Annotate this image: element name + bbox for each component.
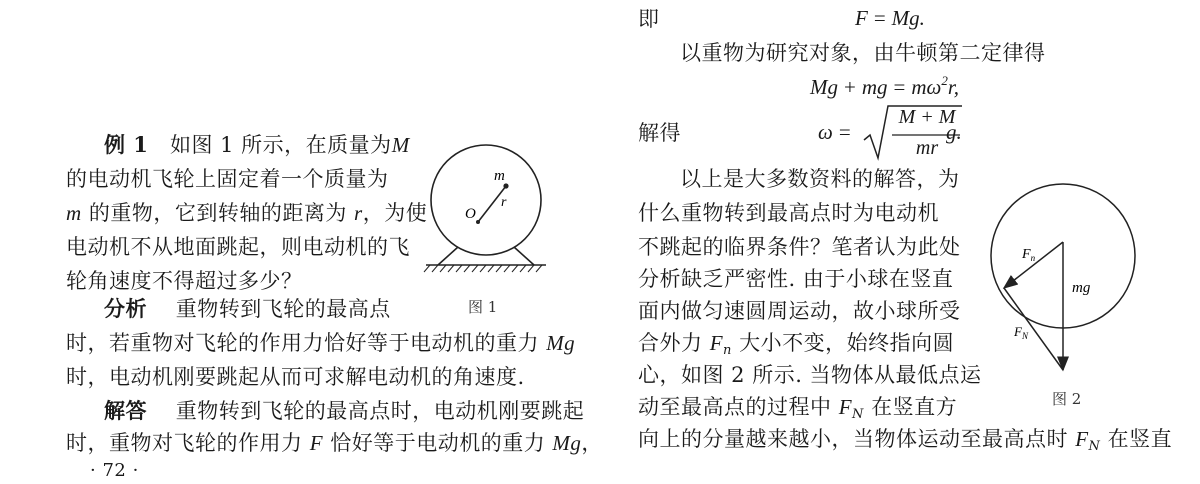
ground-hatching [424,265,542,272]
axis-point [476,220,480,224]
label-FN: $F_N$ [1014,324,1028,341]
analysis-label: 分析 [104,296,147,321]
example-1-line-5: 轮角速度不得超过多少？ [66,269,303,293]
analysis-line-2: 时，若重物对飞轮的作用力恰好等于电动机的重力 Mg [66,331,576,355]
right-para-line-9: 向上的分量越来越小，当物体运动至最高点时 $F_N$ 在竖直 [638,427,1173,454]
answer-label: 解答 [104,398,147,423]
figure-1-flywheel [420,140,600,290]
label-m: m [494,168,505,184]
equation-2: Mg + mg = $m\omega^2r$, [810,73,959,99]
page-number: · 72 · [90,460,139,481]
figure-2-caption: 图 2 [1052,390,1082,408]
fraction-numerator: M + M [898,106,956,128]
right-para-line-5: 面内做匀速圆周运动，故小球所受 [638,299,961,323]
stand-right [514,247,534,265]
example-1-line-3: m 的重物，它到转轴的距离为 r，为使 [66,201,428,225]
example-label: 例 1 [104,132,149,157]
jiede-word: 解得 [638,121,681,145]
right-para-line-1: 以上是大多数资料的解答，为 [680,167,960,191]
label-O: O [465,206,476,222]
force-FN-line [1004,288,1063,370]
stand-left [438,247,458,265]
answer-line-1: 解答 重物转到飞轮的最高点时，电动机刚要跳起 [104,398,585,423]
figure-2-force-diagram [990,180,1190,380]
answer-line-2: 时，重物对飞轮的作用力 F 恰好等于电动机的重力 Mg， [66,431,603,455]
right-line-newton: 以重物为研究对象，由牛顿第二定律得 [680,41,1046,65]
flywheel-circle [431,145,541,255]
equation-3-tail: g. [946,120,962,144]
ji-word: 即 [638,7,660,31]
right-para-line-3: 不跳起的临界条件？笔者认为此处 [638,235,961,259]
analysis-line-3: 时，电动机刚要跳起从而可求解电动机的角速度. [66,365,525,389]
right-para-line-4: 分析缺乏严密性. 由于小球在竖直 [638,267,954,291]
mass-point [503,183,508,188]
right-para-line-6: 合外力 $F_n$ 大小不变，始终指向圆 [638,331,955,358]
label-r: r [501,195,507,210]
right-para-line-8: 动至最高点的过程中 $F_N$ 在竖直方 [638,395,958,422]
example-1-line-4: 电动机不从地面跳起，则电动机的飞 [66,235,410,259]
equation-1: F = Mg. [855,6,925,30]
label-Fn: $F_n$ [1022,247,1036,263]
example-1-line-1: 例 1 如图 1 所示，在质量为M [104,132,410,157]
force-fn-arrow [1004,242,1063,288]
fraction-denominator: mr [915,137,939,159]
example-1-line-2: 的电动机飞轮上固定着一个质量为 [66,167,389,191]
figure-1-caption: 图 1 [468,298,498,316]
analysis-line-1: 分析 重物转到飞轮的最高点 [104,296,391,321]
label-mg: mg [1072,280,1091,296]
right-para-line-7: 心，如图 2 所示. 当物体从最低点运 [638,363,982,387]
equation-3-lhs: ω = [818,120,851,144]
right-para-line-2: 什么重物转到最高点时为电动机 [638,201,939,225]
